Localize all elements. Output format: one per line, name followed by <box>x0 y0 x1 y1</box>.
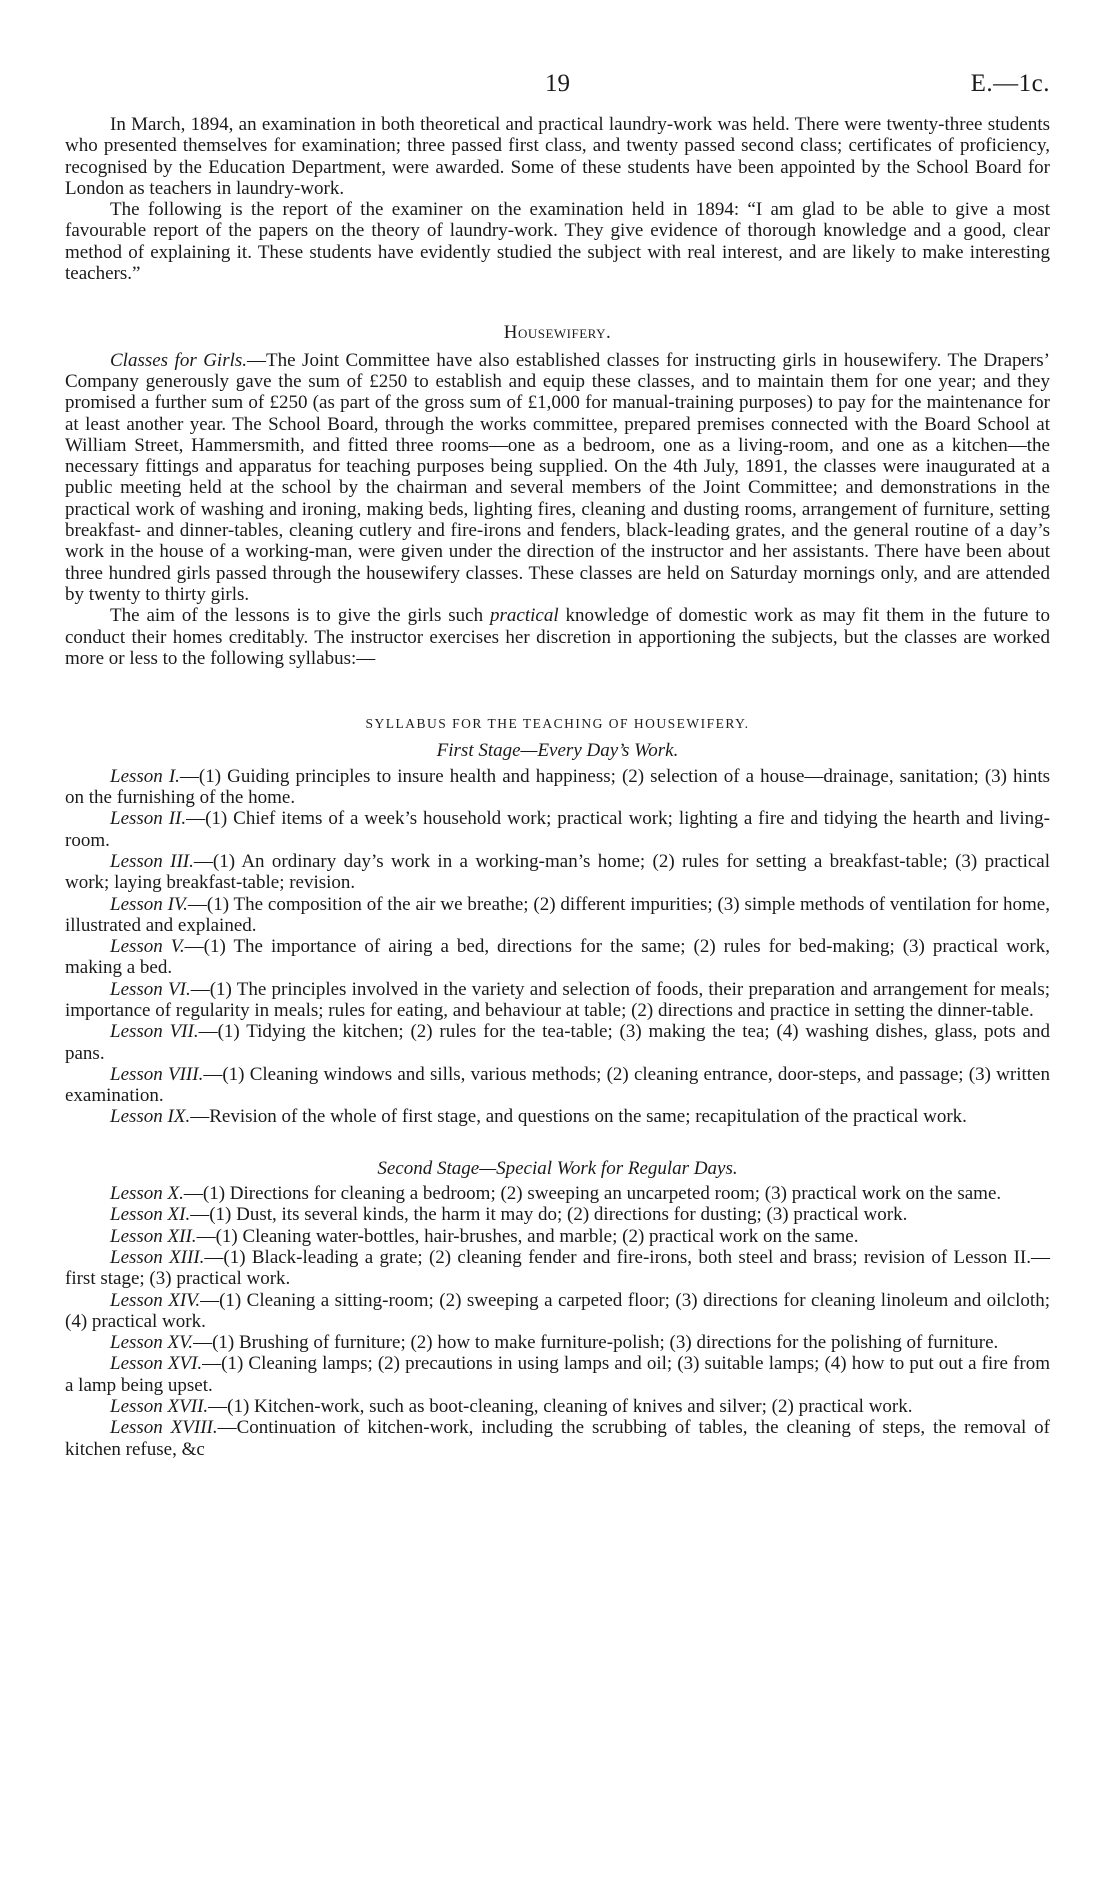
lesson-label: Lesson XIV. <box>110 1289 201 1311</box>
lesson-text: —(1) Cleaning lamps; (2) precautions in using lamps and oil; (3) suitable lamps; (4) how to put out a fire from a lamp being upset. <box>65 1353 1050 1396</box>
lesson-text: —(1) Chief items of a week’s household work; practical work; lighting a fire and tidying the hearth and living-room. <box>65 808 1050 851</box>
lesson-item <box>65 1247 1050 1290</box>
lesson-text: —(1) Guiding principles to insure health and happiness; (2) selection of a house—drainage, sanitation; (3) hints on the furnishing of the home. <box>65 765 1050 809</box>
lesson-text: —(1) Black-leading a grate; (2) cleaning fender and fire-irons, both steel and brass; revision of Lesson II.—first stage; (3) practical work. <box>65 1246 1050 1290</box>
lesson-text: —(1) The principles involved in the variety and selection of foods, their preparation and arrangement for meals; importance of regularity in meals; rules for eating, and behaviour at table; (2) directions and practice in setting the dinner-table. <box>65 978 1050 1021</box>
lesson-text: —(1) The composition of the air we breathe; (2) different impurities; (3) simple methods of ventilation for home, illustrated and explained. <box>65 893 1050 936</box>
lesson-item <box>65 1064 1050 1107</box>
document-code: E.—1c. <box>970 70 1050 97</box>
lesson-item <box>65 851 1050 894</box>
lesson-label: Lesson VII. <box>110 1021 199 1043</box>
lesson-label: Lesson XV. <box>110 1332 194 1354</box>
lesson-item <box>65 1021 1050 1064</box>
stage-1-lessons <box>65 766 1050 1128</box>
lesson-label: Lesson XVII. <box>110 1396 209 1418</box>
stage-1-title: First Stage—Every Day’s Work. <box>436 740 679 762</box>
lesson-label: Lesson IX. <box>110 1106 191 1128</box>
lesson-label: Lesson X. <box>110 1183 184 1205</box>
lesson-item <box>65 1106 1050 1127</box>
lesson-item <box>65 1226 1050 1247</box>
stage-2-title: Second Stage—Special Work for Regular Days. <box>377 1157 738 1179</box>
lesson-label: Lesson XI. <box>110 1204 191 1226</box>
stage-2-lessons <box>65 1183 1050 1460</box>
lesson-text: —(1) Dust, its several kinds, the harm it may do; (2) directions for dusting; (3) practical work. <box>190 1204 908 1226</box>
section-heading-housewifery: Housewifery. <box>503 322 612 344</box>
lesson-item <box>65 1183 1050 1204</box>
lesson-item <box>65 979 1050 1022</box>
paragraph-text: knowledge of domestic work as may fit them in the future to conduct their homes creditably. The instructor exercises her discretion in apportioning the subjects, but the classes are worked more or less to the following syllabus:— <box>65 605 1050 669</box>
housewifery-paragraph-1 <box>65 350 1050 606</box>
lesson-label: Lesson IV. <box>110 893 188 915</box>
lesson-text: —Revision of the whole of first stage, and questions on the same; recapitulation of the practical work. <box>190 1106 967 1128</box>
page-header <box>65 70 1050 100</box>
lesson-label: Lesson XIII. <box>110 1246 205 1268</box>
lesson-text: —(1) An ordinary day’s work in a working-man’s home; (2) rules for setting a breakfast-table; (3) practical work; laying breakfast-table; revision. <box>65 850 1050 894</box>
lesson-item <box>65 1353 1050 1396</box>
lesson-label: Lesson I. <box>110 765 180 787</box>
lesson-label: Lesson II. <box>110 808 187 830</box>
lesson-label: Lesson XVIII. <box>110 1417 218 1439</box>
emphasis-practical: practical <box>490 605 559 627</box>
lesson-text: —(1) Kitchen-work, such as boot-cleaning, cleaning of knives and silver; (2) practical work. <box>208 1396 913 1418</box>
paragraph-text: —The Joint Committee have also established classes for instructing girls in housewifery. The Drapers’ Company generously gave the sum of £250 to establish and equip these classes, and to maintain them for one year; and they promised a further sum of £250 (as part of the gross sum of £1,000 for manual-training purposes) to pay for the maintenance for at least another year. The School Board, through the works committee, prepared premises connected with the Board School at William Street, Hammersmith, and fitted three rooms—one as a bedroom, one as a living-room, and one as a kitchen—the necessary fittings and apparatus for teaching purposes being supplied. On the 4th July, 1891, the classes were inaugurated at a public meeting held at the school by the chairman and several members of the Joint Committee; and demonstrations in the practical work of washing and ironing, making beds, lighting fires, cleaning and dusting rooms, arrangement of furniture, setting breakfast- and dinner-tables, cleaning cutlery and fire-irons and fenders, black-leading grates, and the general routine of a day’s work in the house of a working-man, were given under the direction of the instructor and her assistants. There have been about three hundred girls passed through the housewifery classes. These classes are held on Saturday mornings only, and are attended by twenty to thirty girls. <box>65 349 1050 605</box>
paragraph-text: The aim of the lessons is to give the girls such <box>110 605 491 627</box>
lesson-label: Lesson VI. <box>110 978 191 1000</box>
lesson-item <box>65 936 1050 979</box>
lesson-text: —(1) Tidying the kitchen; (2) rules for the tea-table; (3) making the tea; (4) washing dishes, glass, pots and pans. <box>65 1021 1050 1064</box>
syllabus-heading: SYLLABUS FOR THE TEACHING OF HOUSEWIFERY. <box>365 716 750 732</box>
lesson-item <box>65 1204 1050 1225</box>
intro-paragraph-1: In March, 1894, an examination in both theoretical and practical laundry-work was held. There were twenty-three students who presented themselves for examination; three passed first class, and twenty passed second class; certificates of proficiency, recognised by the Education Department, were awarded. Some of these students have been appointed by the School Board for London as teachers in laundry-work. <box>65 114 1050 199</box>
lesson-item <box>65 1396 1050 1417</box>
lesson-item <box>65 1290 1050 1333</box>
lesson-text: —Continuation of kitchen-work, including the scrubbing of tables, the cleaning of steps, the removal of kitchen refuse, &c <box>65 1417 1050 1460</box>
lesson-label: Lesson V. <box>110 936 185 958</box>
lesson-item <box>65 894 1050 937</box>
lesson-item <box>65 808 1050 851</box>
lesson-item <box>65 766 1050 809</box>
lesson-text: —(1) The importance of airing a bed, directions for the same; (2) rules for bed-making; (3) practical work, making a bed. <box>65 936 1050 979</box>
lesson-item <box>65 1417 1050 1460</box>
lesson-text: —(1) Brushing of furniture; (2) how to make furniture-polish; (3) directions for the polishing of furniture. <box>193 1332 999 1354</box>
lesson-label: Lesson VIII. <box>110 1063 204 1085</box>
lesson-text: —(1) Cleaning water-bottles, hair-brushes, and marble; (2) practical work on the same. <box>196 1225 859 1247</box>
housewifery-paragraph-2 <box>65 605 1050 669</box>
page-number: 19 <box>545 70 570 97</box>
page-body <box>65 114 1050 1460</box>
intro-paragraph-2: The following is the report of the examiner on the examination held in 1894: “I am glad to be able to give a most favourable report of the papers on the theory of laundry-work. They give evidence of thorough knowledge and a good, clear method of explaining it. These students have evidently studied the subject with real interest, and are likely to make interesting teachers.” <box>65 199 1050 285</box>
lesson-text: —(1) Cleaning a sitting-room; (2) sweeping a carpeted floor; (3) directions for cleaning linoleum and oilcloth; (4) practical work. <box>65 1289 1050 1332</box>
lesson-text: —(1) Cleaning windows and sills, various methods; (2) cleaning entrance, door-steps, and passage; (3) written examination. <box>65 1063 1050 1107</box>
lesson-label: Lesson XVI. <box>110 1353 203 1375</box>
paragraph-lead: Classes for Girls. <box>110 349 248 371</box>
lesson-item <box>65 1332 1050 1353</box>
lesson-label: Lesson III. <box>110 850 194 872</box>
lesson-text: —(1) Directions for cleaning a bedroom; (2) sweeping an uncarpeted room; (3) practical work on the same. <box>183 1183 1002 1205</box>
lesson-label: Lesson XII. <box>110 1225 197 1247</box>
